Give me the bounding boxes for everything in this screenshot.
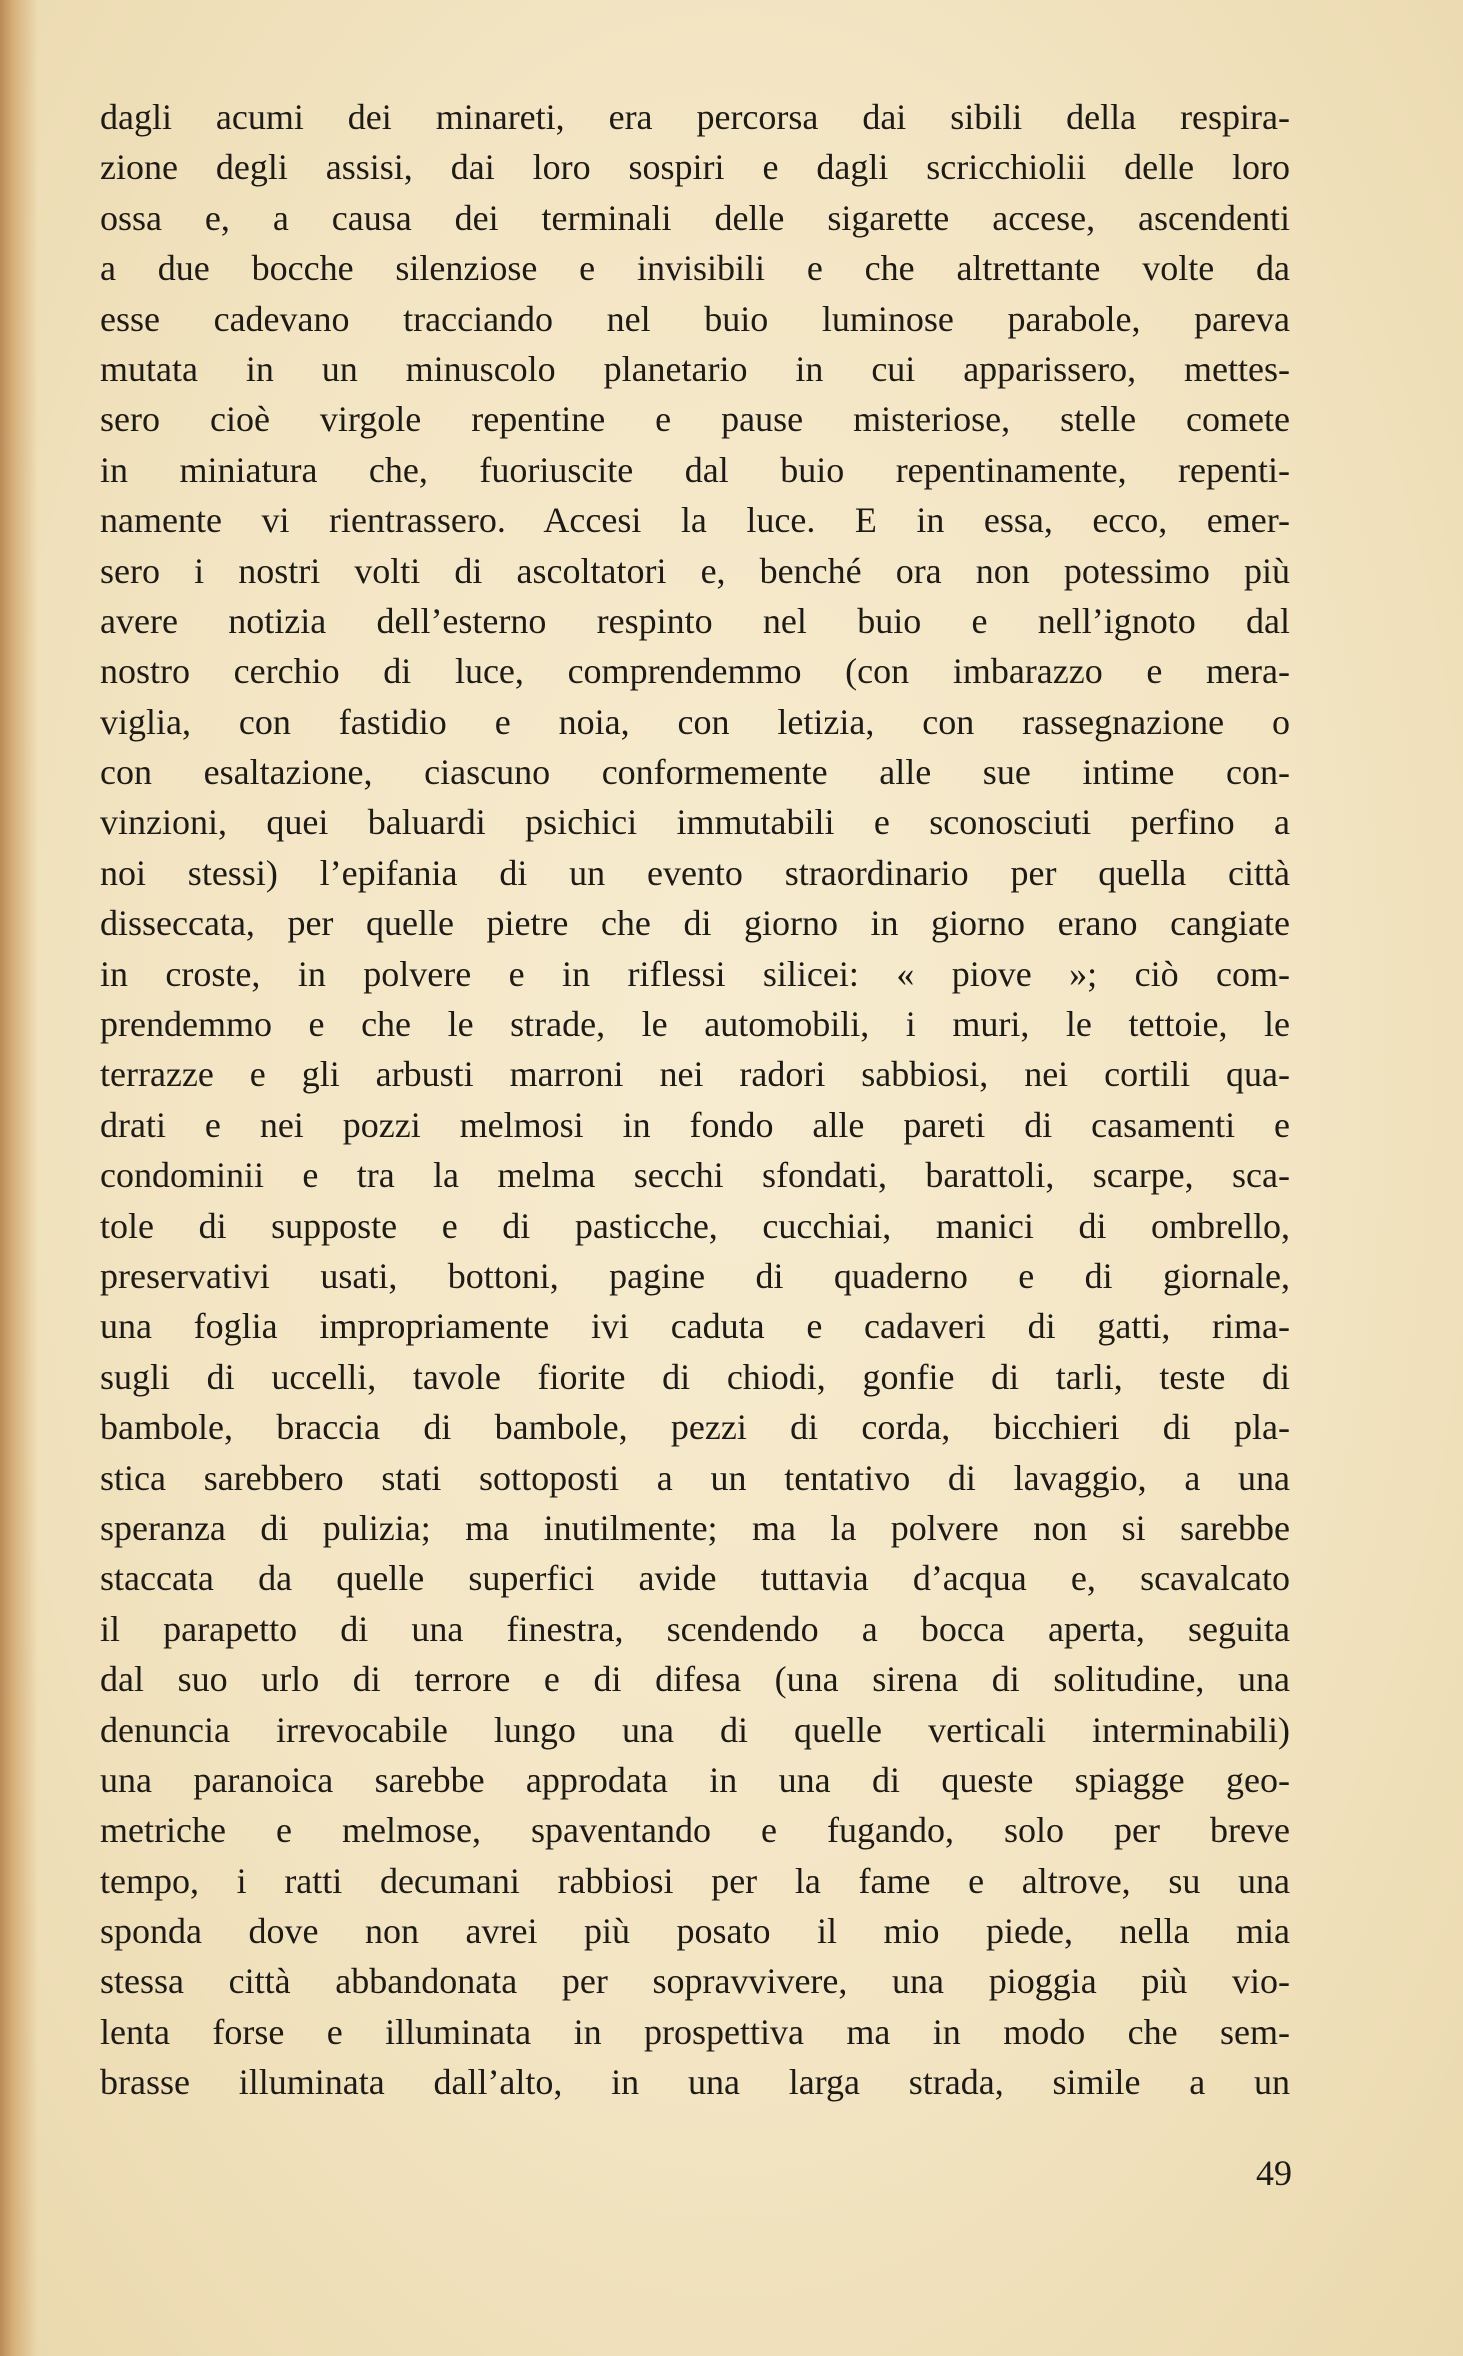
text-line: namente vi rientrassero. Accesi la luce. E in essa, ecco, emer-: [100, 500, 1290, 541]
text-line: viglia, con fastidio e noia, con letizia, con rassegnazione o: [100, 701, 1290, 742]
text-line: tempo, i ratti decumani rabbiosi per la fame e altrove, su una: [100, 1860, 1290, 1901]
page-edge-shadow: [0, 0, 38, 2356]
text-line: sponda dove non avrei più posato il mio piede, nella mia: [100, 1911, 1290, 1952]
page-number: 49: [1256, 2153, 1292, 2193]
text-line: ossa e, a causa dei terminali delle sigarette accese, ascendenti: [100, 197, 1290, 238]
text-line: in miniatura che, fuoriuscite dal buio repentinamente, repenti-: [100, 449, 1290, 490]
text-line: speranza di pulizia; ma inutilmente; ma la polvere non si sarebbe: [100, 1507, 1290, 1548]
text-line: stica sarebbero stati sottoposti a un tentativo di lavaggio, a una: [100, 1457, 1290, 1498]
text-line: staccata da quelle superfici avide tuttavia d’acqua e, scavalcato: [100, 1558, 1290, 1599]
text-line: brasse illuminata dall’alto, in una larga strada, simile a un: [100, 2062, 1290, 2103]
text-line: drati e nei pozzi melmosi in fondo alle pareti di casamenti e: [100, 1104, 1290, 1145]
text-line: preservativi usati, bottoni, pagine di quaderno e di giornale,: [100, 1255, 1290, 1296]
text-line: metriche e melmose, spaventando e fugando, solo per breve: [100, 1810, 1290, 1851]
text-line: in croste, in polvere e in riflessi silicei: « piove »; ciò com-: [100, 953, 1290, 994]
text-line: mutata in un minuscolo planetario in cui apparissero, mettes-: [100, 348, 1290, 389]
text-line: una paranoica sarebbe approdata in una di queste spiagge geo-: [100, 1759, 1290, 1800]
text-line: terrazze e gli arbusti marroni nei radori sabbiosi, nei cortili qua-: [100, 1054, 1290, 1095]
text-line: il parapetto di una finestra, scendendo a bocca aperta, seguita: [100, 1608, 1290, 1649]
text-line: condominii e tra la melma secchi sfondati, barattoli, scarpe, sca-: [100, 1155, 1290, 1196]
text-line: lenta forse e illuminata in prospettiva ma in modo che sem-: [100, 2011, 1290, 2052]
text-line: avere notizia dell’esterno respinto nel buio e nell’ignoto dal: [100, 600, 1290, 641]
text-line: sero cioè virgole repentine e pause misteriose, stelle comete: [100, 399, 1290, 440]
text-line: stessa città abbandonata per sopravvivere, una pioggia più vio-: [100, 1961, 1290, 2002]
text-line: una foglia impropriamente ivi caduta e cadaveri di gatti, rima-: [100, 1306, 1290, 1347]
text-line: con esaltazione, ciascuno conformemente alle sue intime con-: [100, 752, 1290, 793]
text-line: disseccata, per quelle pietre che di giorno in giorno erano cangiate: [100, 903, 1290, 944]
text-line: bambole, braccia di bambole, pezzi di corda, bicchieri di pla-: [100, 1407, 1290, 1448]
text-line: denuncia irrevocabile lungo una di quelle verticali interminabili): [100, 1709, 1290, 1750]
text-line: sugli di uccelli, tavole fiorite di chiodi, gonfie di tarli, teste di: [100, 1356, 1290, 1397]
text-line: dagli acumi dei minareti, era percorsa dai sibili della respira-: [100, 97, 1290, 137]
text-line: a due bocche silenziose e invisibili e che altrettante volte da: [100, 248, 1290, 289]
text-line: prendemmo e che le strade, le automobili, i muri, le tettoie, le: [100, 1004, 1290, 1045]
text-line: tole di supposte e di pasticche, cucchiai, manici di ombrello,: [100, 1205, 1290, 1246]
text-line: nostro cerchio di luce, comprendemmo (con imbarazzo e mera-: [100, 651, 1290, 692]
text-line: vinzioni, quei baluardi psichici immutabili e sconosciuti perfino a: [100, 802, 1290, 843]
text-line: noi stessi) l’epifania di un evento straordinario per quella città: [100, 852, 1290, 893]
text-line: dal suo urlo di terrore e di difesa (una sirena di solitudine, una: [100, 1659, 1290, 1700]
text-line: zione degli assisi, dai loro sospiri e dagli scricchiolii delle loro: [100, 147, 1290, 188]
text-line: esse cadevano tracciando nel buio luminose parabole, pareva: [100, 298, 1290, 339]
body-text: [100, 92, 1290, 2108]
text-line: sero i nostri volti di ascoltatori e, benché ora non potessimo più: [100, 550, 1290, 591]
